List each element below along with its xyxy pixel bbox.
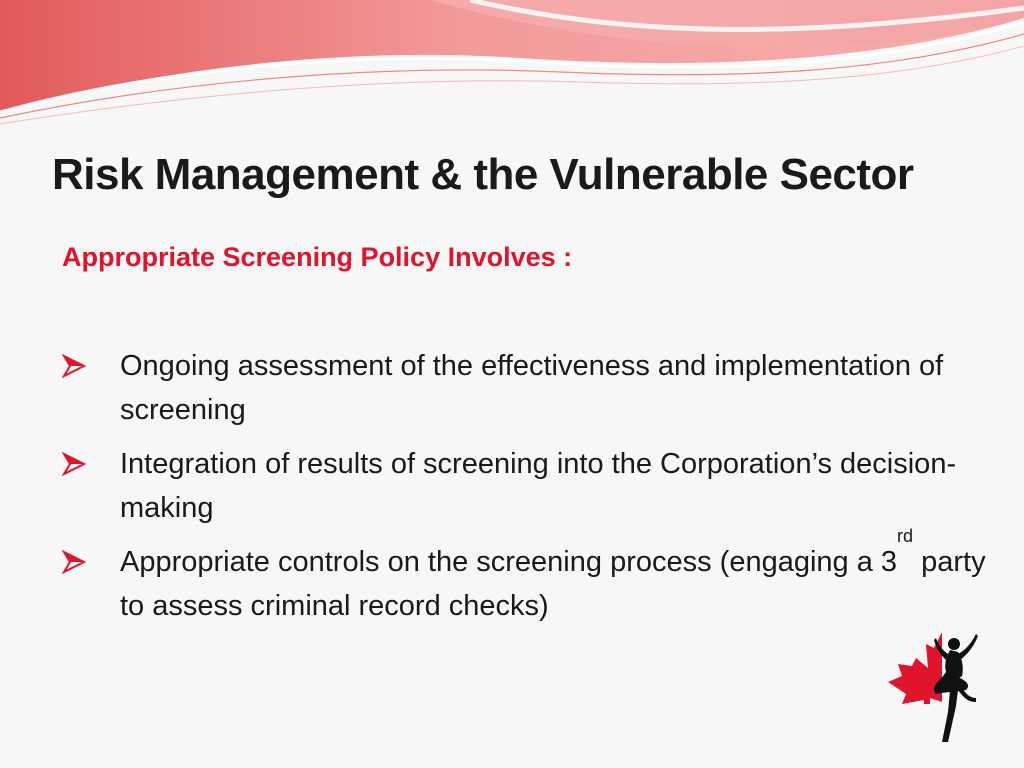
bullet-text-before: Appropriate controls on the screening process (engaging a 3 bbox=[120, 546, 898, 578]
bullet-item bbox=[62, 442, 992, 530]
bullet-text-after: party to assess criminal record checks) bbox=[120, 546, 986, 622]
bullet-item bbox=[62, 344, 992, 432]
bullet-text: Integration of results of screening into the Corporation’s decision-making bbox=[120, 448, 957, 524]
maple-leaf-icon bbox=[888, 632, 942, 704]
arrowhead-bullet-icon bbox=[62, 354, 86, 378]
slide-subtitle: Appropriate Screening Policy Involves : bbox=[62, 242, 573, 272]
bullet-list bbox=[62, 344, 992, 638]
bullet-item bbox=[62, 526, 992, 628]
ordinal-superscript: rd bbox=[897, 526, 914, 546]
slide-title: Risk Management & the Vulnerable Sector bbox=[52, 150, 914, 199]
bullet-text bbox=[120, 526, 992, 628]
bullet-text: Ongoing assessment of the effectiveness and implementation of screening bbox=[120, 350, 944, 426]
arrowhead-bullet-icon bbox=[62, 452, 86, 476]
dancer-icon bbox=[934, 634, 978, 742]
maple-leaf-dancer-logo bbox=[884, 628, 994, 746]
arrowhead-bullet-icon bbox=[62, 550, 86, 574]
decorative-header-banner bbox=[0, 0, 1024, 130]
